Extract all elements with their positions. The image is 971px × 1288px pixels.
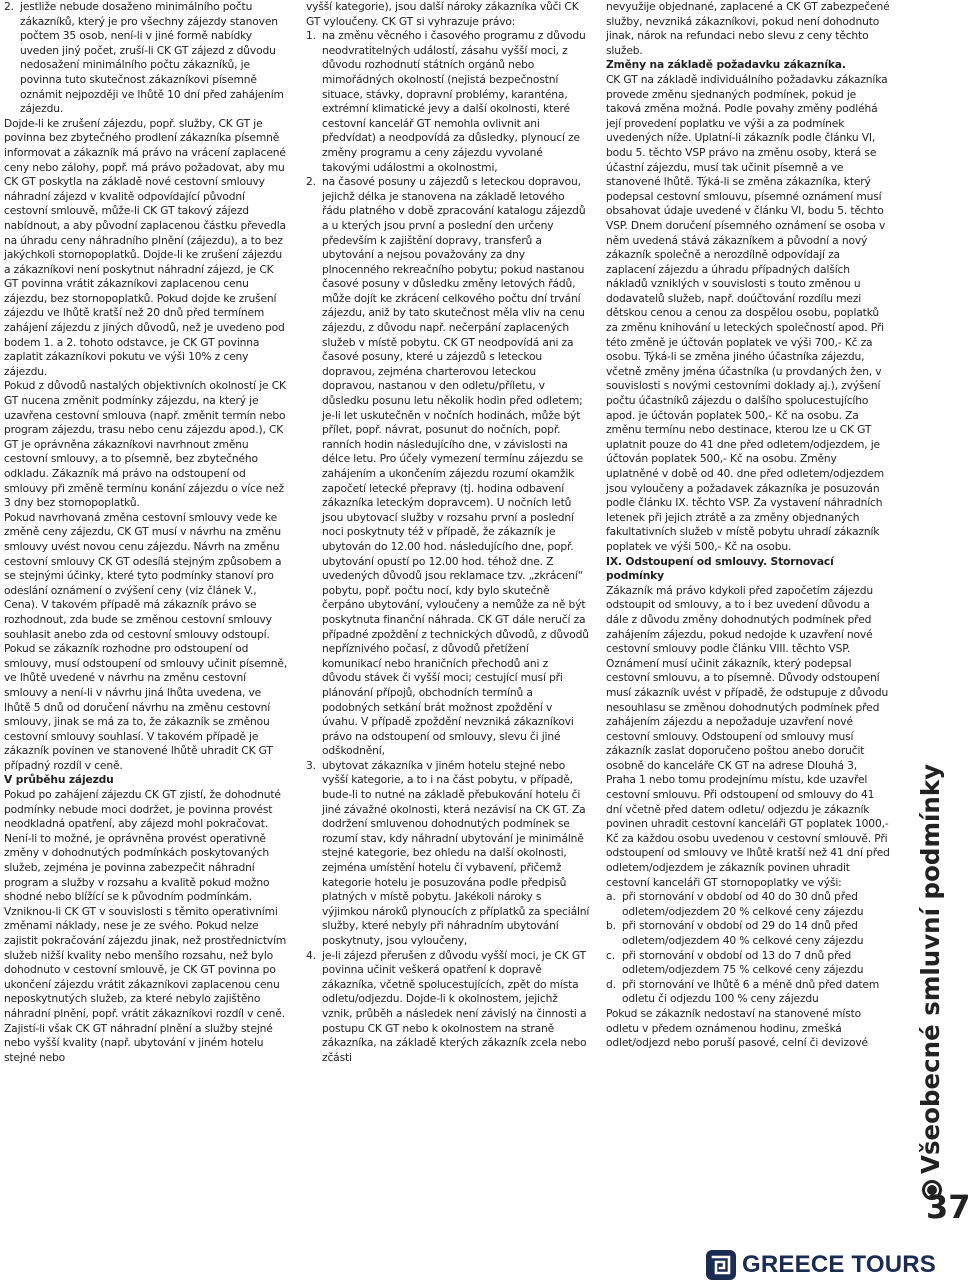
text-column-3 <box>606 0 890 1225</box>
paragraph: Pokud po zahájení zájezdu CK GT zjistí, že dohodnuté podmínky nebude moci dodržet, je povinna provést neodkladná opatření, aby zájezd mohl pokračovat. Není-li to možné, je oprávněna provést operativně změny v dohodnutých podmínkách poskytovaných služeb, zejména je povinna zabezpečit náhradní program a služby v rozsahu a kvalitě pokud možno shodné nebo blížící se k původním podmínkám. Vzniknou-li CK GT v souvislosti s těmito operativními změnami náklady, nese je ze svého. Pokud nelze zajistit pokračování zájezdu jinak, než prostřednictvím služeb nižší kvality nebo menšího rozsahu, než bylo dohodnuto v cestovní smlouvě, je CK GT povinna po ukončení zájezdu vrátit zákazníkovi zaplacenou cenu neposkytnutých služeb, za které nebylo zajištěno náhradní plnění, popř. vrátit zákazníkovi rozdíl v ceně. Zajistí-li však CK GT náhradní plnění a služby stejné nebo vyšší kvality (např. ubytování v jiném hotelu stejné nebo <box>4 788 287 1064</box>
paragraph: CK GT na základě individuálního požadavku zákazníka provede změnu sjednaných podmínek, pokud je taková změna možná. Podle povahy změny podléhá její provedení poplatku ve výši a za podmínek uvedených níže. Uplatní-li zákazník podle článku VI, bodu 5. těchto VSP právo na změnu osoby, která se účastní zájezdu, musí tak učinit písemně a ve stanovené lhůtě. Týká-li se změna zákazníka, který podepsal cestovní smlouvu, písemné oznámení musí obsahovat údaje uvedené v článku VI, bodu 5. těchto VSP. Dnem doručení písemného oznámení se osoba v něm uvedená stává zákazníkem a původní a nový zákazník společně a nerozdílně odpovídají za zaplacení zájezdu a úhradu případných dalších nákladů vzniklých v souvislosti s touto změnou u dodavatelů služeb, např. doúčtování rozdílu mezi dětskou cenou a cenou za dospělou osobu, poplatků za změnu knihování u leteckých společností apod. Při této změně je účtován poplatek ve výši 700,- Kč za osobu. Týká-li se změna jiného účastníka zájezdu, včetně změny jména účastníka (u provdaných žen, v souvislosti s novými cestovními doklady aj.), zvýšení počtu účastníků zájezdu o dalšího spolucestujícího apod. je účtován poplatek 500,- Kč na osobu. Za změnu termínu nebo destinace, kterou lze u CK GT uplatnit pouze do 41 dne před odletem/odjezdem, je účtován poplatek 500,- Kč na osobu. Změny uplatněné v době od 40. dne před odletem/odjezdem jsou vyloučeny a požadavek zákazníka je posuzován podle článku IX. těchto VSP. Za vystavení náhradních letenek při jejich ztrátě a za změny objednaných fakultativních služeb v místě pobytu uhradí zákazník poplatek ve výši 500,- Kč na osobu. <box>606 72 888 553</box>
list-text: při stornování v období od 40 do 30 dnů před odletem/odjezdem 20 % celkové ceny zájezdu <box>622 890 864 918</box>
list-letter: c. <box>606 948 615 962</box>
section-heading: IX. Odstoupení od smlouvy. Stornovací podmínky <box>606 554 834 583</box>
list-letter: d. <box>606 977 616 991</box>
list-item <box>606 978 890 1007</box>
paragraph: Pokud navrhovaná změna cestovní smlouvy vede ke změně ceny zájezdu, CK GT musí v návrhu na změnu smlouvy uvést novou cenu zájezdu. Návrh na změnu cestovní smlouvy CK GT odesílá stejným způsobem a se stejnými účinky, které tyto podmínky stanoví pro odeslání oznámení o zvýšení ceny (viz článek V., Cena). V takovém případě má zákazník právo se rozhodnout, zda bude se změnou cestovní smlouvy souhlasit anebo zda od cestovní smlouvy odstoupí. Pokud se zákazník rozhodne pro odstoupení od smlouvy, musí odstoupení od smlouvy učinit písemně, ve lhůtě uvedené v návrhu na změnu cestovní smlouvy a není-li v návrhu jiná lhůta uvedena, ve lhůtě 5 dnů od doručení návrhu na změnu cestovní smlouvy, jinak se má za to, že zákazník se změnou cestovní smlouvy souhlasí. V takovém případě je zákazník povinen ve stanovené lhůtě uhradit CK GT případný rozdíl v ceně. <box>4 510 288 772</box>
paragraph: Dojde-li ke zrušení zájezdu, popř. služby, CK GT je povinna bez zbytečného prodlení zákazníka písemně informovat a zákazník má právo na vrácení zaplacené ceny nebo zálohy, popř. má právo požadovat, aby mu CK GT poskytla na základě nové cestovní smlouvy náhradní zájezd v kvalitě odpovídající původní cestovní smlouvě, může-li CK GT takový zájezd nabídnout, a aby původní zaplacenou částku převedla na úhradu ceny náhradního plnění (zájezdu), a to bez jakýchkoli stornopoplatků. Dojde-li ke zrušení zájezdu a zákazníkovi není poskytnut náhradní zájezd, je CK GT povinna vrátit zákazníkovi zaplacenou cenu zájezdu, bez stornopoplatků. Pokud dojde ke zrušení zájezdu ve lhůtě kratší než 20 dnů před termínem zahájení zájezdu z jiných důvodů, než je uvedeno pod bodem 1. a 2. tohoto odstavce, je CK GT povinna zaplatit zákazníkovi pokutu ve výši 10% z ceny zájezdu. <box>4 116 286 378</box>
list-text: je-li zájezd přerušen z důvodu vyšší moci, je CK GT povinna učinit veškerá opatření k dopravě zákazníka, včetně spolucestujících, zpět do místa odletu/odjezdu. Dojde-li k okolnostem, jejichž vznik, průběh a následek není závislý na činnosti a postupu CK GT nebo k okolnostem na straně zákazníka, na základě kterých zákazník zcela nebo zčásti <box>322 948 587 1064</box>
list-item <box>306 29 590 175</box>
paragraph: nevyužije objednané, zaplacené a CK GT zabezpečené služby, nevzniká zákazníkovi, pokud není dohodnuto jinak, nárok na refundaci nebo slevu z ceny těchto služeb. <box>606 0 890 57</box>
list-item <box>606 890 890 919</box>
list-item <box>306 759 590 949</box>
list-item <box>606 919 890 948</box>
logo-meander-icon <box>710 1254 732 1276</box>
paragraph: Pokud se zákazník nedostaví na stanovené místo odletu v předem oznámenou hodinu, zmešká odlet/odjezd nebo poruší pasové, celní či devizové <box>606 1006 868 1050</box>
page-number: 37 <box>926 1188 971 1226</box>
section-heading: V průběhu zájezdu <box>4 773 114 787</box>
list-number: 2. <box>4 0 14 13</box>
list-text: ubytovat zákazníka v jiném hotelu stejné nebo vyšší kategorie, a to i na část pobytu, v případě, bude-li to nutné na základě přebukování hotelu či jiné závažné okolnosti, která nezávisí na CK GT. Za dodržení smluvenou dohodnutých podmínek se rozumí stav, kdy náhradní ubytování je minimálně stejné kategorie, bez ohledu na další okolnosti, zejména umístění hotelu či vybavení, přičemž kategorie hotelu je posuzována podle předpisů platných v místě pobytu. Jakékoli nároky s výjimkou nároků plynoucích z příplatků za speciální služby, které nebyly při náhradním ubytování poskytnuty, jsou vyloučeny, <box>322 758 590 947</box>
sidebar-title-text: Všeobecné smluvní podmínky <box>916 763 945 1174</box>
paragraph: Zákazník má právo kdykoli před započetím zájezdu odstoupit od smlouvy, a to i bez uvedení důvodu a dále z důvodu změny dohodnutých podmínek před zahájením zájezdu, pokud nedojde k uzavření nové cestovní smlouvy podle článku VIII. těchto VSP. Oznámení musí učinit zákazník, který podepsal cestovní smlouvu, a to písemně. Důvody odstoupení musí zákazník uvést v případě, že odstupuje z důvodu nesouhlasu se změnou dohodnutých podmínek před zahájením zájezdu a nepožaduje uzavření nové cestovní smlouvy. Odstoupení od smlouvy musí zákazník zaslat doporučeno poštou anebo doručit osobně do kanceláře CK GT na adrese Dlouhá 3, Praha 1 nebo tomu prodejnímu místu, kde uzavřel cestovní smlouvu. Při odstoupení od smlouvy do 41 dní včetně před datem odletu/ odjezdu je zákazník povinen uhradit cestovní kanceláři GT poplatek 1000,- Kč za každou osobu uvedenou v cestovní smlouvě. Při odstoupení od smlouvy ve lhůtě kratší než 41 dní před odletem/odjezdem je zákazník povinen uhradit cestovní kanceláři GT stornopoplatky ve výši: <box>606 583 890 889</box>
text-column-2 <box>306 0 590 1225</box>
paragraph: Pokud z důvodů nastalých objektivních okolností je CK GT nucena změnit podmínky zájezdu, na který je uzavřena cestovní smlouva (např. změnit termín nebo program zájezdu, trasu nebo cenu zájezdu apod.), CK GT je oprávněna zákazníkovi navrhnout změnu cestovní smlouvy, a to písemně, bez zbytečného odkladu. Zákazník má právo na odstoupení od smlouvy při změně termínu konání zájezdu o více než 3 dny bez stornopoplatků. <box>4 379 286 510</box>
sidebar-title <box>916 764 945 1200</box>
list-text: při stornování v období od 13 do 7 dnů před odletem/odjezdem 75 % celkové ceny zájezdu <box>622 948 864 977</box>
list-number: 4. <box>306 948 316 962</box>
list-item <box>306 175 590 759</box>
paragraph: vyšší kategorie), jsou další nároky zákazníka vůči CK GT vyloučeny. CK GT si vyhrazuje právo: <box>306 0 579 28</box>
section-heading: Změny na základě požadavku zákazníka. <box>606 58 846 72</box>
list-text: při stornování ve lhůtě 6 a méně dnů před datem odletu či odjezdu 100 % ceny zájezdu <box>622 977 880 1006</box>
brand-name: GREECE TOURS <box>742 1251 936 1278</box>
list-letter: b. <box>606 919 616 933</box>
list-number: 3. <box>306 758 316 772</box>
list-text: na časové posuny u zájezdů s leteckou dopravou, jejichž délka je stanovena na základě letového řádu platného v době zpracování katalogu zájezdů a u kterých jsou první a poslední den určeny především k zajištění dopravy, transferů a ubytování a nejsou považovány za dny plnocenného rekreačního pobytu; pokud nastanou časové posuny v důsledku změny letových řádů, může dojít ke zkrácení celkového počtu dní trvání zájezdu, aniž by tato skutečnost měla vliv na cenu zájezdu, z důvodu např. nečerpání zaplacených služeb v místě pobytu. CK GT neodpovídá ani za časové posuny, které u zájezdů s leteckou dopravou, zejména charterovou leteckou dopravou, nastanou v den odletu/příletu, v důsledku posunu letu několik hodin před odletem; je-li let uskutečněn v nočních hodinách, může být přílet, popř. návrat, posunut do nočních, popř. ranních hodin následujícího dne, v závislosti na délce letu. Pro účely vymezení termínu zájezdu se zahájením a ukončením zájezdu rozumí okamžik započetí letecké přepravy (tj. hodina odbavení zákazníka leteckým dopravcem). U nočních letů jsou ubytovací služby v rozsahu první a poslední noci poskytnuty též v případě, že zákazník je ubytován do 12.00 hod. následujícího dne, popř. ubytování opustí po 12.00 hod. téhož dne. Z uvedených důvodů jsou reklamace tzv. „zkrácení“ pobytu, popř. počtu nocí, kdy bylo skutečně čerpáno ubytování, vyloučeny a nemůže za ně být poskytnuta finanční náhrada. CK GT dále neručí za případné zpoždění z technických důvodů, z důvodů nepříznivého počasí, z důvodů přetížení komunikací nebo hraničních přechodů ani z důvodu stávek či vyšší moci; cestující musí při plánování přípojů, obchodních termínů a podobných setkání brát možnost zpoždění v úvahu. V případě zpoždění nevzniká zákazníkovi právo na odstoupení od smlouvy, slevu či jiné odškodnění, <box>322 175 589 758</box>
text-column-1 <box>4 0 288 1225</box>
list-text: na změnu věcného i časového programu z důvodu neodvratitelných událostí, zásahu vyšší moci, z důvodu rozhodnutí státních orgánů nebo mimořádných okolností (nejistá bezpečnostní situace, stávky, dopravní problémy, karanténa, extrémní klimatické jevy a další okolnosti, které cestovní kancelář GT nemohla ovlivnit ani předvídat) a neodpovídá za důsledky, plynoucí ze změny programu a ceny zájezdu vyvolané takovými událostmi a okolnostmi, <box>322 29 586 174</box>
greece-tours-logo-icon <box>706 1250 736 1280</box>
list-letter: a. <box>606 890 616 904</box>
list-text: při stornování v období od 29 do 14 dnů před odletem/odjezdem 40 % celkové ceny zájezdu <box>622 919 864 947</box>
list-item <box>606 949 890 978</box>
brand-logo <box>706 1248 936 1282</box>
list-text: jestliže nebude dosaženo minimálního počtu zákazníků, který je pro všechny zájezdy stanoven počtem 35 osob, není-li v jiné formě nabídky uveden jiný počet, zruší-li CK GT zájezd z důvodu nedosažení minimálního počtu zákazníků, je povinna tuto skutečnost zákazníkovi písemně oznámit nejpozději ve lhůtě 10 dní před zahájením zájezdu. <box>20 0 284 116</box>
list-item <box>4 0 288 117</box>
list-item <box>306 949 590 1066</box>
list-number: 2. <box>306 175 316 189</box>
list-number: 1. <box>306 29 316 43</box>
